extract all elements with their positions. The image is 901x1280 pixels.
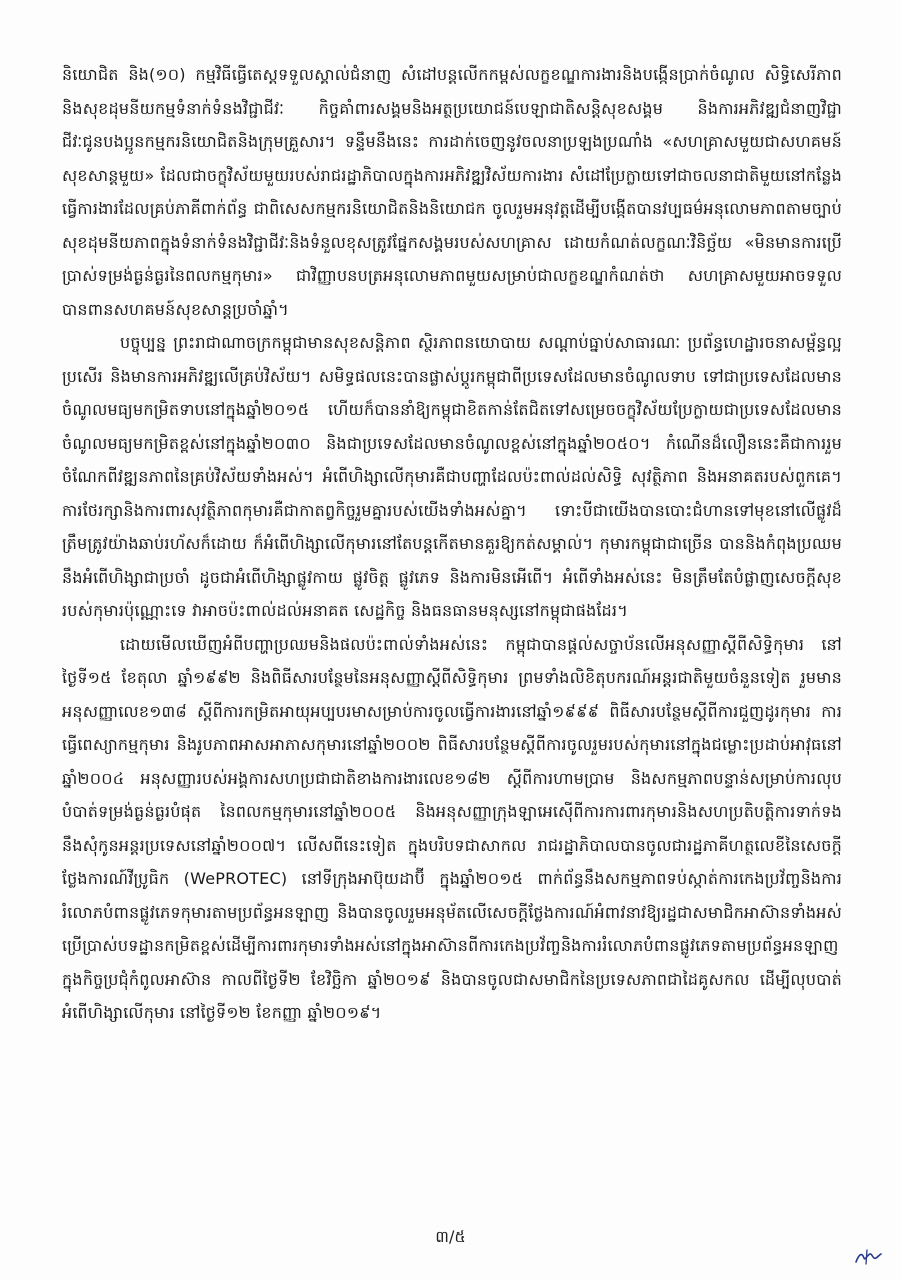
body-text [62, 58, 842, 1030]
handwritten-initials-icon [853, 1246, 883, 1268]
paragraph-1: និយោជិត និង(១០) កម្មវិធីធ្វើតេស្តទទួលស្គាល់ជំនាញ សំដៅបន្តលើកកម្ពស់លក្ខខណ្ឌការងារនិងបង្កើនប្រាក់ចំណូល សិទ្ធិសេរីភាពនិងសុខដុមនីយកម្មទំនាក់ទំនងវិជ្ជាជីវៈ កិច្ចគាំពារសង្គមនិងអត្ថប្រយោជន៍បេឡាជាតិសន្តិសុខសង្គម និងការអភិវឌ្ឍជំនាញវិជ្ជាជីវៈជូនបងប្អូនកម្មករនិយោជិតនិងក្រុមគ្រួសារ។ ទន្ទឹមនឹងនេះ ការដាក់ចេញនូវចលនាប្រឡងប្រណាំង «សហគ្រាសមួយជាសហគមន៍សុខសាន្តមួយ» ដែលជាចក្ខុវិស័យមួយរបស់រាជរដ្ឋាភិបាលក្នុងការអភិវឌ្ឍវិស័យការងារ សំដៅប្រែក្លាយទៅជាចលនាជាតិមួយនៅកន្លែងធ្វើការងារដែលគ្រប់ភាគីពាក់ព័ន្ធ ជាពិសេសកម្មករនិយោជិតនិងនិយោជក ចូលរួមអនុវត្តដើម្បីបង្កើតបានវប្បធម៌អនុលោមភាពតាមច្បាប់ សុខដុមនីយភាពក្នុងទំនាក់ទំនងវិជ្ជាជីវៈនិងទំនួលខុសត្រូវផ្នែកសង្គមរបស់សហគ្រាស ដោយកំណត់លក្ខណៈវិនិច្ឆ័យ «មិនមានការប្រើប្រាស់ទម្រង់ធ្ងន់ធ្ងរនៃពលកម្មកុមារ» ជាវិញ្ញាបនបត្រអនុលោមភាពមួយសម្រាប់ជាលក្ខខណ្ឌកំណត់ថា សហគ្រាសមួយអាចទទួលបានពានសហគមន៍សុខសាន្តប្រចាំឆ្នាំ។ [62, 65, 842, 319]
page-number: ៣/៥ [435, 1227, 466, 1246]
paragraph-2: បច្ចុប្បន្ន ព្រះរាជាណាចក្រកម្ពុជាមានសុខសន្តិភាព ស្ថិរភាពនយោបាយ សណ្តាប់ធ្នាប់សាធារណៈ ប្រព័ន្ធហេដ្ឋារចនាសម្ព័ន្ធល្អប្រសើរ និងមានការអភិវឌ្ឍលើគ្រប់វិស័យ។ សមិទ្ធផលនេះបានផ្លាស់ប្តូរកម្ពុជាពីប្រទេសដែលមានចំណូលទាប ទៅជាប្រទេសដែលមានចំណូលមធ្យមកម្រិតទាបនៅក្នុងឆ្នាំ២០១៥ ហើយក៏បាននាំឱ្យកម្ពុជាខិតកាន់តែជិតទៅសម្រេចចក្ខុវិស័យប្រែក្លាយជាប្រទេសដែលមានចំណូលមធ្យមកម្រិតខ្ពស់នៅក្នុងឆ្នាំ២០៣០ និងជាប្រទេសដែលមានចំណូលខ្ពស់នៅក្នុងឆ្នាំ២០៥០។ កំណើនដ៏លឿននេះគឺជាការរួមចំណែកពីវឌ្ឍនភាពនៃគ្រប់វិស័យទាំងអស់។ អំពើហិង្សាលើកុមារគឺជាបញ្ហាដែលប៉ះពាល់ដល់សិទ្ធិ សុវត្ថិភាព និងអនាគតរបស់ពួកគេ។ ការថែរក្សានិងការពារសុវត្ថិភាពកុមារគឺជាកាតព្វកិច្ចរួមគ្នារបស់យើងទាំងអស់គ្នា។ ទោះបីជាយើងបានបោះជំហានទៅមុខនៅលើផ្លូវដ៏ត្រឹមត្រូវយ៉ាងឆាប់រហ័សក៏ដោយ ក៏អំពើហិង្សាលើកុមារនៅតែបន្តកើតមានគួរឱ្យកត់សម្គាល់។ កុមារកម្ពុជាជាច្រើន បាននិងកំពុងប្រឈមនឹងអំពើហិង្សាជាប្រចាំ ដូចជាអំពើហិង្សាផ្លូវកាយ ផ្លូវចិត្ត ផ្លូវភេទ និងការមិនអើពើ។ អំពើទាំងអស់នេះ មិនត្រឹមតែបំផ្លាញសេចក្តីសុខរបស់កុមារប៉ុណ្ណោះទេ វាអាចប៉ះពាល់ដល់អនាគត សេដ្ឋកិច្ច និងធនធានមនុស្សនៅកម្ពុជាផងដែរ។ [62, 333, 842, 620]
paragraph-3: ដោយមើលឃើញអំពីបញ្ហាប្រឈមនិងផលប៉ះពាល់ទាំងអស់នេះ កម្ពុជាបានផ្តល់សច្ចាប័នលើអនុសញ្ញាស្តីពីសិទ្ធិកុមារ នៅថ្ងៃទី១៥ ខែតុលា ឆ្នាំ១៩៩២ និងពិធីសារបន្ថែមនៃអនុសញ្ញាស្តីពីសិទ្ធិកុមារ ព្រមទាំងលិខិតុបករណ៍អន្តរជាតិមួយចំនួនទៀត រួមមាន អនុសញ្ញាលេខ១៣៨ ស្តីពីការកម្រិតអាយុអប្បបរមាសម្រាប់ការចូលធ្វើការងារនៅឆ្នាំ១៩៩៩ ពិធីសារបន្ថែមស្តីពីការជួញដូរកុមារ ការធ្វើពេស្យាកម្មកុមារ និងរូបភាពអាសអាភាសកុមារនៅឆ្នាំ២០០២ ពិធីសារបន្ថែមស្តីពីការចូលរួមរបស់កុមារនៅក្នុងជម្លោះប្រដាប់អាវុធនៅឆ្នាំ២០០៤ អនុសញ្ញារបស់អង្គការសហប្រជាជាតិខាងការងារលេខ១៨២ ស្តីពីការហាមប្រាម និងសកម្មភាពបន្ទាន់សម្រាប់ការលុបបំបាត់ទម្រង់ធ្ងន់ធ្ងរបំផុត នៃពលកម្មកុមារនៅឆ្នាំ២០០៥ និងអនុសញ្ញាក្រុងឡាអេស៊ើពីការការពារកុមារនិងសហប្រតិបត្តិការទាក់ទងនឹងសុំកូនអន្តរប្រទេសនៅឆ្នាំ២០០៧។ លើសពីនេះទៀត ក្នុងបរិបទជាសាកល រាជរដ្ឋាភិបាលបានចូលជារដ្ឋភាគីហត្ថលេខីនៃសេចក្តីថ្លែងការណ៍វីប្រូធិក (WePROTEC) នៅទីក្រុងអាប៊ុយដាប៊ី ក្នុងឆ្នាំ២០១៥ ពាក់ព័ន្ធនឹងសកម្មភាពទប់ស្កាត់ការកេងប្រវ័ញ្ចនិងការរំលោភបំពានផ្លូវភេទកុមារតាមប្រព័ន្ធអនឡាញ និងបានចូលរួមអនុម័តលើសេចក្តីថ្លែងការណ៍អំពាវនាវឱ្យរដ្ឋជាសមាជិកអាស៊ានទាំងអស់ ប្រើប្រាស់បទដ្ឋានកម្រិតខ្ពស់ដើម្បីការពារកុមារទាំងអស់នៅក្នុងអាស៊ានពីការកេងប្រវ័ញ្ចនិងការរំលោភបំពានផ្លូវភេទតាមប្រព័ន្ធអនឡាញក្នុងកិច្ចប្រជុំកំពូលអាស៊ាន កាលពីថ្ងៃទី២ ខែវិច្ឆិកា ឆ្នាំ២០១៩ និងបានចូលជាសមាជិកនៃប្រទេសភាពជាដៃគូសកល ដើម្បីលុបបាត់អំពើហិង្សាលើកុមារ នៅថ្ងៃទី១២ ខែកញ្ញា ឆ្នាំ២០១៩។ [62, 634, 842, 1022]
